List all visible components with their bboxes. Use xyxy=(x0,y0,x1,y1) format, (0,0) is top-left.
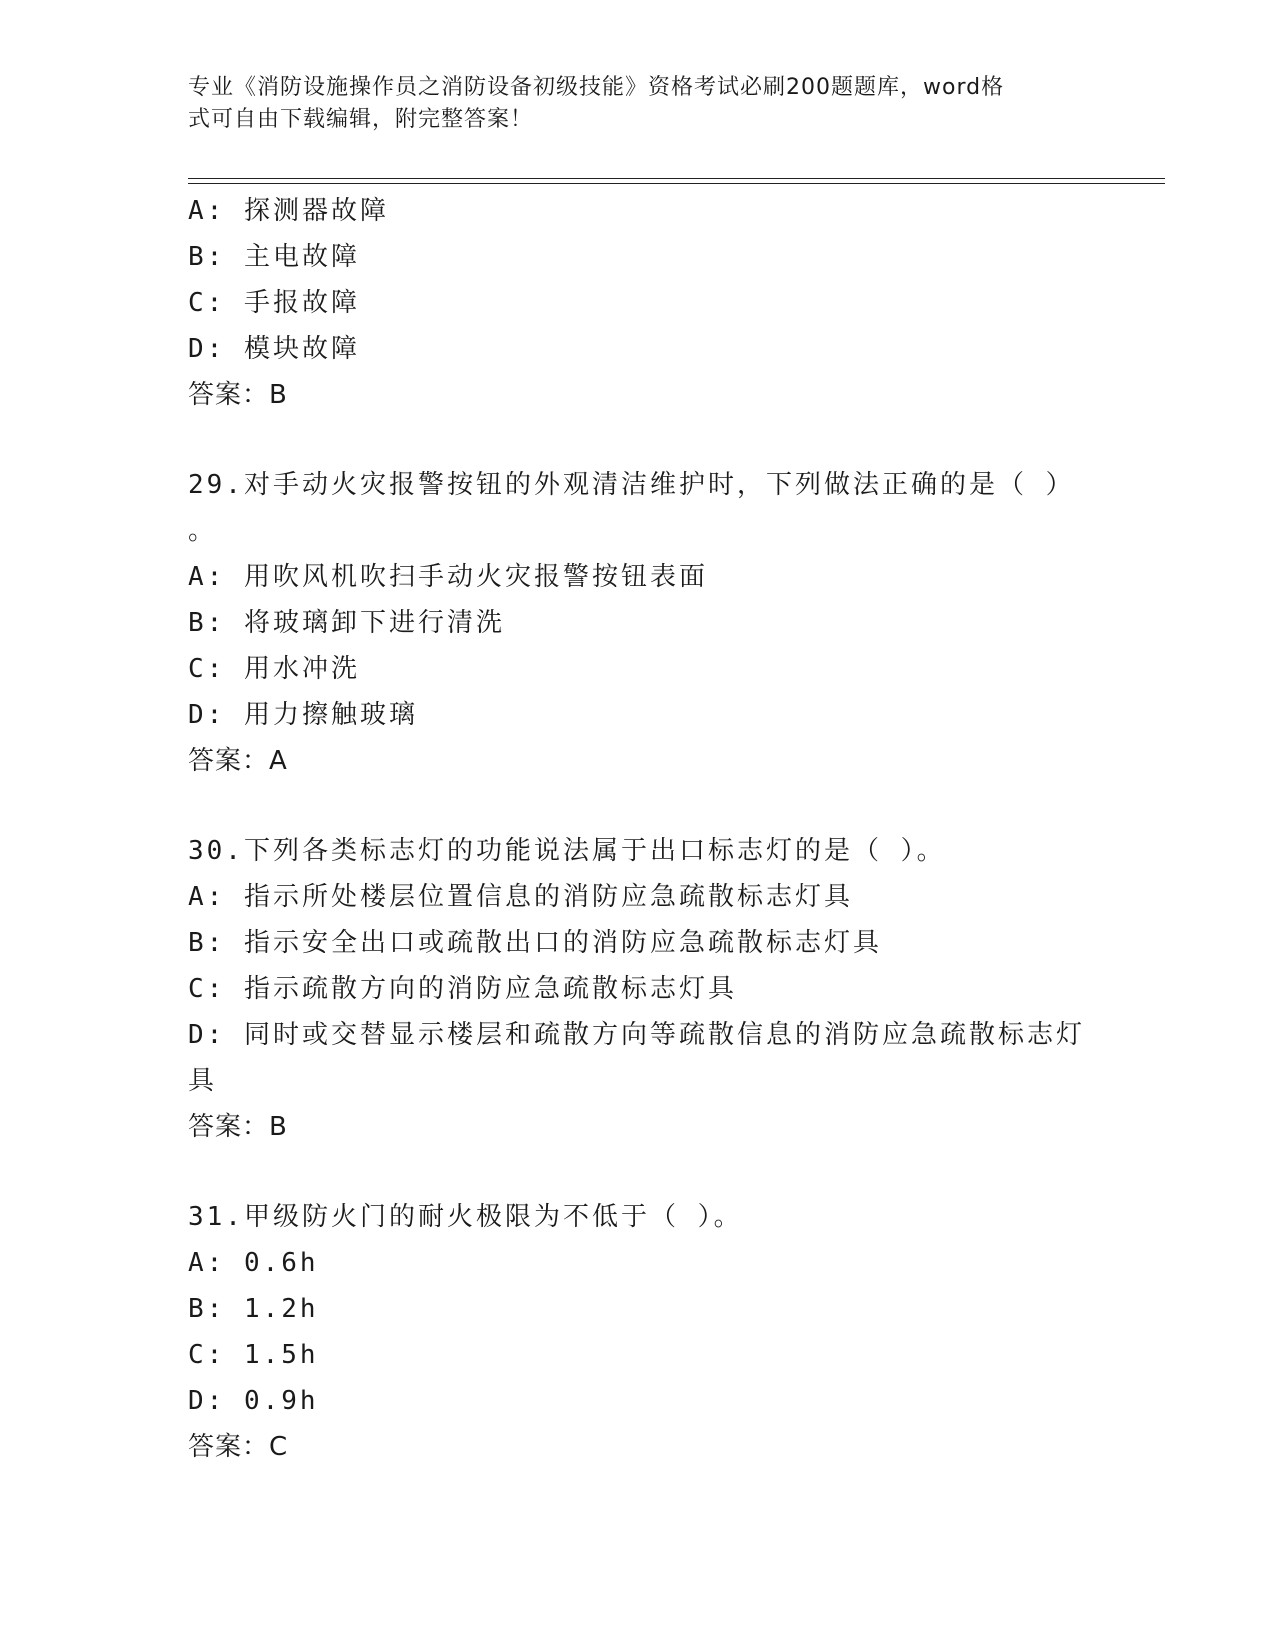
question-30 xyxy=(188,828,1088,1150)
answer-label: 答案：B xyxy=(188,1112,288,1142)
header-line-2: 式可自由下载编辑，附完整答案！ xyxy=(188,107,534,132)
question-stem: 31.甲级防火门的耐火极限为不低于（ ）。 xyxy=(188,1202,743,1232)
option-b: B: 1.2h xyxy=(188,1294,319,1324)
question-list xyxy=(188,188,1088,1470)
option-a: A: 指示所处楼层位置信息的消防应急疏散标志灯具 xyxy=(188,882,853,912)
header-divider-top xyxy=(188,178,1165,179)
option-d-continued: 具 xyxy=(188,1066,218,1096)
answer-label: 答案：A xyxy=(188,746,288,776)
option-a: A: 0.6h xyxy=(188,1248,319,1278)
option-b: B: 将玻璃卸下进行清洗 xyxy=(188,608,505,638)
option-a: A: 用吹风机吹扫手动火灾报警按钮表面 xyxy=(188,562,708,592)
option-d: D: 用力擦触玻璃 xyxy=(188,700,418,730)
document-header xyxy=(188,72,1068,136)
question-stem: 29.对手动火灾报警按钮的外观清洁维护时，下列做法正确的是（ ） xyxy=(188,470,1075,500)
question-28 xyxy=(188,188,1088,418)
option-c: C: 用水冲洗 xyxy=(188,654,360,684)
option-b: B: 主电故障 xyxy=(188,242,360,272)
option-d: D: 0.9h xyxy=(188,1386,319,1416)
option-a: A: 探测器故障 xyxy=(188,196,389,226)
option-c: C: 指示疏散方向的消防应急疏散标志灯具 xyxy=(188,974,737,1004)
header-divider-bottom xyxy=(188,183,1165,184)
question-stem-continued: 。 xyxy=(188,516,218,546)
question-31 xyxy=(188,1194,1088,1470)
header-line-1: 专业《消防设施操作员之消防设备初级技能》资格考试必刷200题题库，word格 xyxy=(188,75,1005,100)
answer-label: 答案：B xyxy=(188,380,288,410)
spacer xyxy=(188,418,1088,462)
question-stem: 30.下列各类标志灯的功能说法属于出口标志灯的是（ ）。 xyxy=(188,836,946,866)
option-b: B: 指示安全出口或疏散出口的消防应急疏散标志灯具 xyxy=(188,928,882,958)
option-d: D: 同时或交替显示楼层和疏散方向等疏散信息的消防应急疏散标志灯 xyxy=(188,1020,1085,1050)
option-c: C: 1.5h xyxy=(188,1340,319,1370)
spacer xyxy=(188,1150,1088,1194)
spacer xyxy=(188,784,1088,828)
answer-label: 答案：C xyxy=(188,1432,289,1462)
option-d: D: 模块故障 xyxy=(188,334,360,364)
option-c: C: 手报故障 xyxy=(188,288,360,318)
question-29 xyxy=(188,462,1088,784)
